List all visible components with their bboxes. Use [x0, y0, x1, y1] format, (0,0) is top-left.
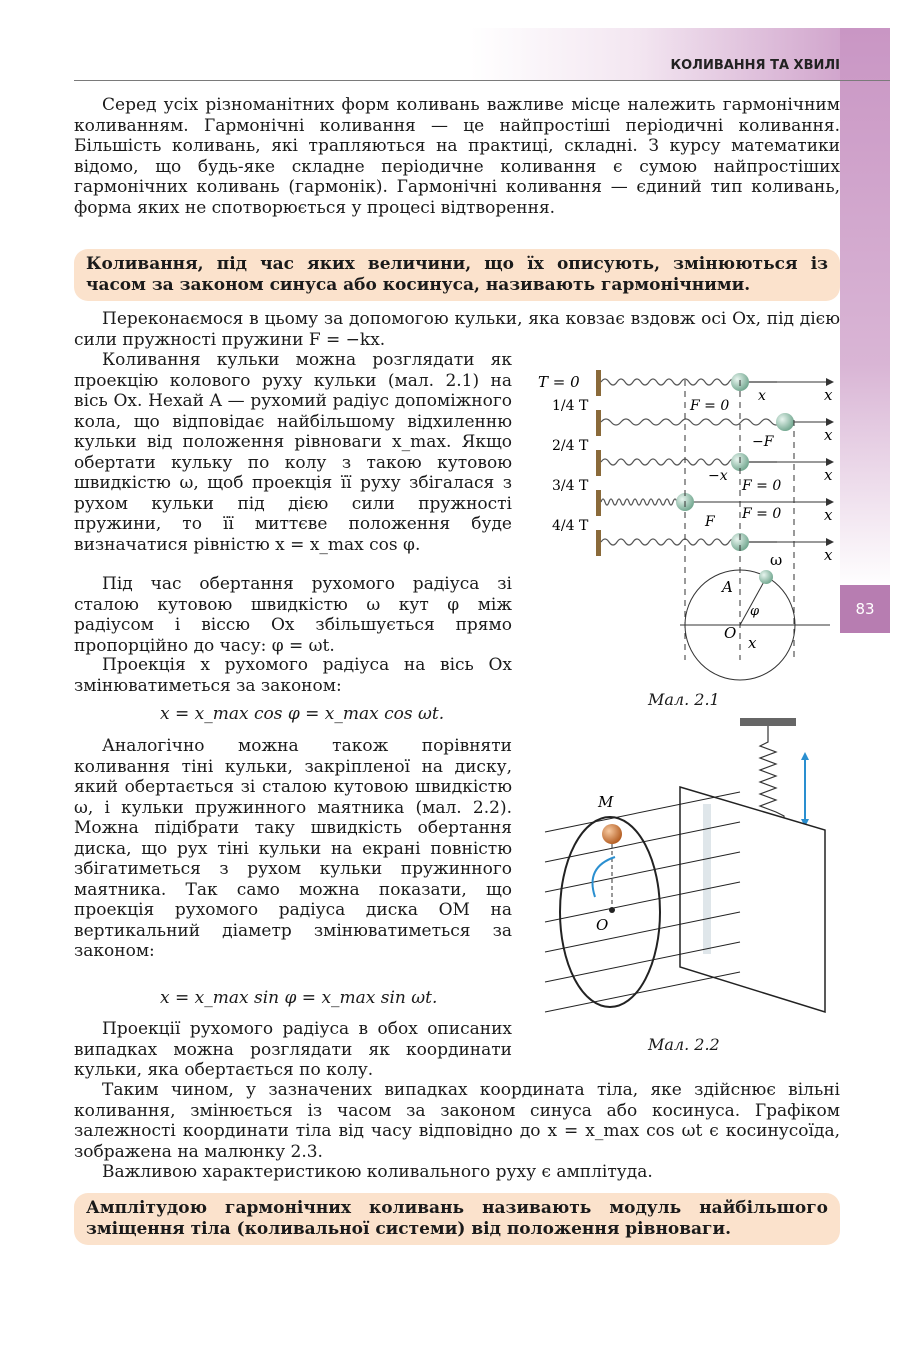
figure-2-1 — [530, 360, 840, 690]
paragraph-6: Аналогічно можна також порівняти коливання тіні кульки, закріпленої на диску, який обертається зі сталою кутовою швидкістю ω, і кульки пружинного маятника (мал. 2.2). Можна підібрати таку швидкість обертання диска, що рух тіні кульки на екрані повністю збігатиметься з рухом кульки пружинного маятника. Так само можна показати, що проекція рухомого радіуса диска OM на вертикальний діаметр змінюватиметься за законом: — [74, 736, 512, 961]
definition-harmonic: Коливання, під час яких величини, що їх описують, змінюються із часом за законом синуса або косинуса, називають гармонічними. — [74, 249, 840, 301]
svg-text:ω: ω — [770, 551, 783, 569]
shadow-track — [703, 804, 711, 954]
svg-text:O: O — [724, 624, 737, 642]
svg-text:F = 0: F = 0 — [742, 506, 782, 522]
svg-text:x: x — [758, 388, 766, 404]
svg-text:φ: φ — [750, 604, 760, 619]
svg-text:A: A — [722, 578, 733, 596]
paragraph-1: Серед усіх різноманітних форм коливань важливе місце належить гармонічним коливанням. Гармонічні коливання — це найпростіші періодичні коливання. Більшість коливань, які трапляються на практиці, складні. З курсу математики відомо, що будь-яке складне періодичне коливання є сумою найпростіших гармонічних коливань (гармонік). Гармонічні коливання — єдиний тип коливань, форма яких не спотворюється у процесі відтворення. — [74, 95, 840, 218]
pendulum-spring — [760, 726, 784, 826]
page-number: 83 — [840, 585, 890, 633]
svg-text:−x: −x — [708, 468, 728, 484]
formula-cos: x = x_max cos φ = x_max cos ωt. — [160, 704, 445, 724]
paragraph-8: Таким чином, у зазначених випадках координата тіла, яке здійснює вільні коливання, змінюється із часом за законом синуса або косинуса. Графіком залежності координати тіла від часу відповідно до x = x_max cos ωt є косинусоїда, зображена на малюнку 2.3. — [74, 1080, 840, 1162]
svg-text:O: O — [596, 916, 609, 934]
rotation-arrow — [593, 857, 616, 897]
figure-2-2-caption: Мал. 2.2 — [648, 1035, 720, 1054]
header-rule — [74, 80, 890, 81]
time-label-0: T = 0 — [538, 373, 580, 391]
row-1 — [552, 388, 834, 450]
time-label-2: 2/4 T — [552, 438, 589, 454]
axis-label: x — [824, 386, 833, 404]
paragraph-3: Коливання кульки можна розглядати як проекцію колового руху кульки (мал. 2.1) на вісь Ох. Нехай A — рухомий радіус допоміжного кола, що відповідає найбільшому відхиленню кульки від положення рівноваги x_max. Якщо обертати кульку по колу з такою кутовою швидкістю ω, щоб проекція її руху збігалася з рухом кульки під дією сили пружності пружини, то її миттєве положення буде визначатися рівністю x = x_max cos φ. — [74, 350, 512, 555]
svg-text:−F: −F — [752, 434, 774, 450]
side-band — [840, 28, 890, 588]
svg-text:x: x — [824, 466, 833, 484]
figure-2-1-caption: Мал. 2.1 — [648, 690, 720, 709]
svg-text:x: x — [748, 634, 757, 652]
svg-text:F: F — [705, 514, 715, 530]
svg-text:M: M — [598, 793, 614, 811]
wall — [596, 370, 601, 396]
time-label-3: 3/4 T — [552, 478, 589, 494]
svg-text:F = 0: F = 0 — [742, 478, 782, 494]
svg-text:x: x — [824, 426, 833, 444]
figure-2-2 — [540, 712, 840, 1032]
paragraph-7: Проекції рухомого радіуса в обох описаних випадках можна розглядати як координати кульки, яка обертається по колу. — [74, 1019, 512, 1080]
paragraph-4: Під час обертання рухомого радіуса зі сталою кутовою швидкістю ω кут φ між радіусом і віссю Ох збільшується прямо пропорційно до часу: φ = ωt. — [74, 574, 512, 656]
row-3 — [552, 468, 834, 530]
time-label-4: 4/4 T — [552, 518, 589, 534]
svg-text:x: x — [824, 506, 833, 524]
time-label-1: 1/4 T — [552, 398, 589, 414]
row-2 — [552, 438, 834, 484]
paragraph-2: Переконаємося в цьому за допомогою кульки, яка ковзає вздовж осі Ох, під дією сили пружності пружини F = −kx. — [74, 309, 840, 350]
paragraph-9: Важливою характеристикою коливального руху є амплітуда. — [102, 1162, 653, 1182]
section-title: КОЛИВАННЯ ТА ХВИЛІ — [670, 58, 840, 73]
svg-text:F = 0: F = 0 — [690, 398, 730, 414]
svg-text:x: x — [824, 546, 833, 564]
paragraph-5: Проекція x рухомого радіуса на вісь Ox змінюватиметься за законом: — [74, 655, 512, 696]
ceiling — [740, 718, 796, 726]
disk-ball — [602, 824, 622, 844]
definition-amplitude: Амплітудою гармонічних коливань називають модуль найбільшого зміщення тіла (коливальної системи) від положення рівноваги. — [74, 1193, 840, 1245]
formula-sin: x = x_max sin φ = x_max sin ωt. — [160, 988, 438, 1008]
row-4 — [552, 506, 834, 564]
